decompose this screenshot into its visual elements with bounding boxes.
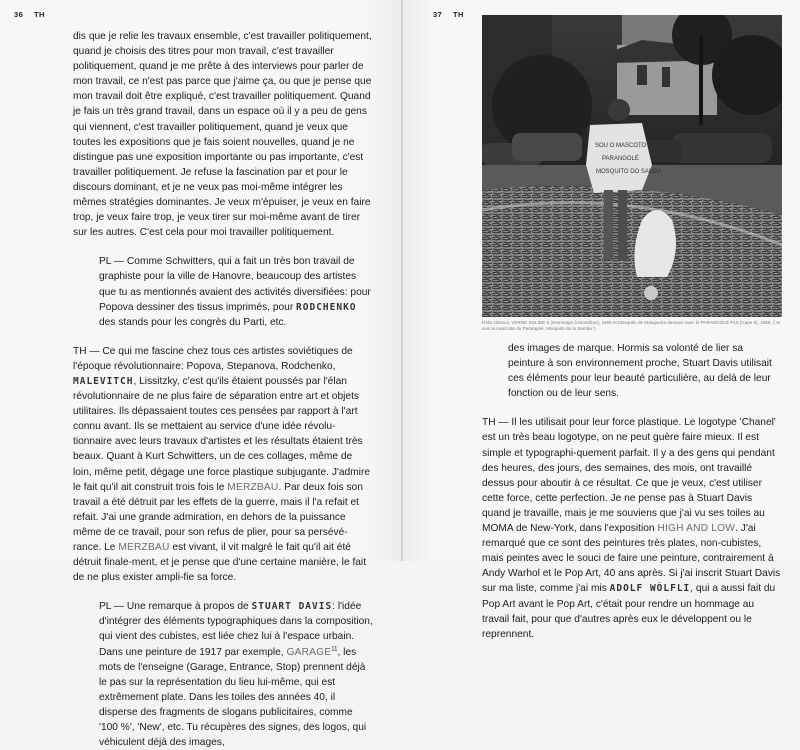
footnote-marker: 11 xyxy=(331,646,338,653)
artist-name-stencil: RODCHENKO xyxy=(296,301,357,313)
left-body-text xyxy=(73,29,373,750)
photograph-parangole xyxy=(482,15,782,317)
running-head: TH xyxy=(33,10,45,19)
paragraph-pl-continued: des images de marque. Hormis sa volonté de lier sa peinture à son environnement proche, Stuart Davis utilisait ces éléments pour leur beauté particulière, au delà de leur fonction ou de leur sens. xyxy=(508,343,772,400)
right-folio xyxy=(433,10,464,19)
right-body-text xyxy=(482,341,782,642)
work-title: MERZBAU xyxy=(118,542,170,553)
paragraph-pl-stuart-davis: PL — Une remarque à propos de STUART DAVIS: l'idée d'intégrer des éléments typographiques dans la composition, qui vient des cubistes, est liée chez lui à l'espace urbain. Dans une peinture de 1917 par exemple, GARAGE$^{11}$, les mots de l'enseigne (Garage, Entrance, Stop) prennent déjà le pas sur la représentation du lieu lui-même, qui est extrêmement plate. Dans les toiles des années 40, il disperse des fragments de slogans publicitaires, comme '100 %', 'New', etc. Tu récupères des signes, des logos, qui véhiculent déjà des images, xyxy=(73,599,373,750)
photo-illustration xyxy=(482,15,782,317)
running-head: TH xyxy=(452,10,464,19)
page-number: 36 xyxy=(14,10,24,19)
artist-name-stencil: STUART DAVIS xyxy=(251,601,333,613)
svg-text:PARANGOLÉ: PARANGOLÉ xyxy=(602,156,639,162)
paragraph-pl-schwitters: PL — Comme Schwitters, qui a fait un très bon travail de graphiste pour la ville de Hanovre, beaucoup des artistes que tu as mentionnés avaient des activités diversifiées: pour Popova dessiner des tissus imprimés, pour RODCHENKO des stands pour les congrès du Parti, etc. xyxy=(99,256,371,328)
svg-text:MOSQUITO DO SAMBA: MOSQUITO DO SAMBA xyxy=(596,169,662,175)
photo-caption: Hélio Oiticica, VERRE SOLIDE 5 (Hommage à Mondrian), 1965 et Mosquito de Mangueira dansant avec le PARANGOLÉ P10 (Cape 6), 1965. ('Je suis la mascotte du Parangolé, Mosquito de la Samba.') xyxy=(482,320,781,332)
page-number: 37 xyxy=(433,10,443,19)
paragraph-th-chanel: TH — Il les utilisait pour leur force plastique. Le logotype 'Chanel' est un très beau logotype, on ne peut guère faire mieux. Il est simple et typographi-quement parfait. Il y a des gens qui pendant des heures, des jours, des semaines, des mois, ont travaillé dessus pour aboutir à ce résultat. Ce que je veux, c'est utiliser cette force, cette perfection. Je ne pense pas à Stuart Davis quand je travaille, mais je me souviens que j'ai vu ses toiles au MOMA de New-York, dans l'exposition HIGH AND LOW. J'ai remarqué que ce sont des peintures très plates, non-cubistes, mais peintes avec le souci de faire une peinture, contrairement à Andy Warhol et le Pop Art, 40 ans après. Si j'ai inscrit Stuart Davis sur ma liste, comme j'ai mis ADOLF WÖLFLI, qui a aussi fait du Pop Art avant le Pop Art, c'était pour rendre un hommage au travail fait, pour que d'autres après eux le développent ou le reprennent. xyxy=(482,417,781,640)
work-title: MERZBAU xyxy=(227,481,279,493)
svg-text:SOU O MASCOTO: SOU O MASCOTO xyxy=(595,143,647,149)
paragraph-th-soviet-artists: TH — Ce qui me fascine chez tous ces artistes soviétiques de l'époque révolutionnaire: Popova, Stepanova, Rodchenko, MALEVITCH, Lissitzky, c'est qu'ils étaient poussés par l'élan révolutionnaire de ne plus faire de séparation entre art et objets utilitaires. Ils dépassaient toutes ces pensées par rapport à l'art connu avant. Ils se mettaient au service d'une idée révolu-tionnaire avec leurs travaux d'artistes et les résultats étaient très beaux. Quant à Kurt Schwitters, un de ces collages, même de loin, même petit, dégage une force plastique subjugante. J'admire le fait qu'il ait construit trois fois le MERZBAU. Par deux fois son travail a été détruit par les effets de la guerre, mais il l'a refait et refait. J'ai une grande admiration, en dehors de la puissance même de ce travail, pour son refus de plier, pour sa persévé-rance. Le MERZBAU est vivant, il vit malgré le fait qu'il ait été détruit finale-ment, et je pense que d'une certaine manière, le fait de ne plus exister ampli-fie sa force. xyxy=(73,345,370,584)
work-title: GARAGE xyxy=(286,646,332,658)
artist-name-stencil: MALEVITCH xyxy=(73,375,134,388)
artist-name-stencil: ADOLF WÖLFLI xyxy=(609,583,691,595)
right-page xyxy=(403,0,800,640)
exhibition-title: HIGH AND LOW xyxy=(657,523,736,535)
left-folio xyxy=(14,10,45,19)
paragraph-th-continued: dis que je relie les travaux ensemble, c'est travailler politiquement, quand je choisis des titres pour mon travail, c'est travailler politiquement, quand je me prête à des interviews pour parler de mon travail, ce n'est pas parce que j'aime ça, ou que je pense que mon travail doit être expliqué, c'est travailler politiquement. Quand je fais un très grand travail, dans un espace où il y a peu de gens qui viennent, c'est travailler politiquement, quand je veux que toutes les expositions que je fais soient nouvelles, quand je ne distingue pas une exposition importante ou pas importante, c'est travailler politiquement. Je refuse la fascination par et pour le discours dominant, et je ne veux pas moi-même intégrer les mêmes stratégies dominantes. Je veux m'épuiser, je veux en faire trop, je veux faire trop, je veux tirer sur moi-même avant de tirer sur les autres. C'est cela pour moi travailler politiquement. xyxy=(73,31,372,239)
